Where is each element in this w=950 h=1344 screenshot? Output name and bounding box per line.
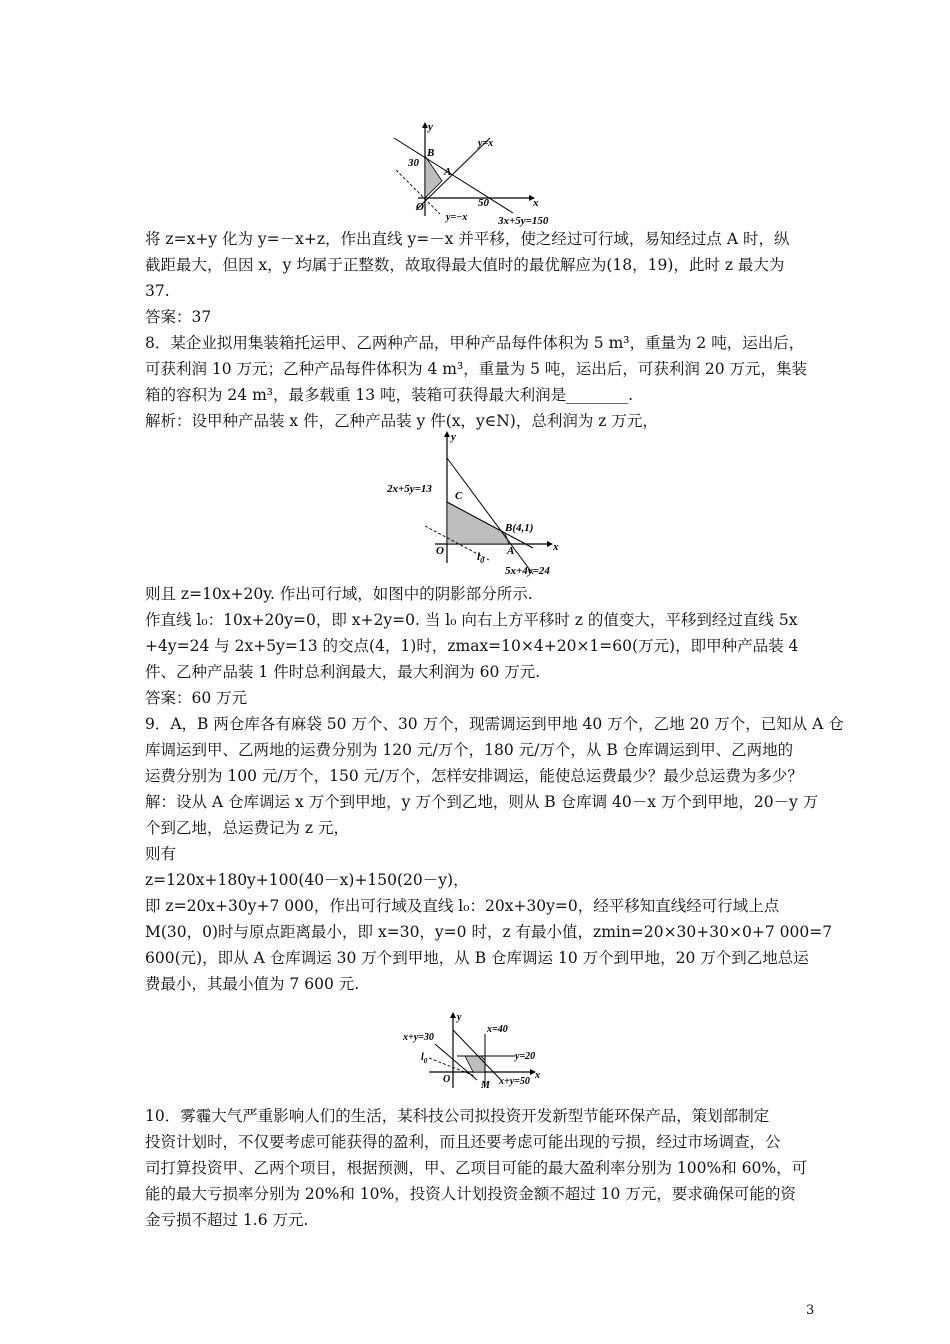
solution-line: z=120x+180y+100(40－x)+150(20－y)， xyxy=(145,871,469,889)
question-line: 箱的容积为 24 m³，最多载重 13 吨，装箱可获得最大利润是________. xyxy=(145,386,633,404)
question-line: 10．雾霾大气严重影响人们的生活，某科技公司拟投资开发新型节能环保产品，策划部制定 xyxy=(145,1107,770,1125)
svg-text:C: C xyxy=(455,490,463,502)
solution-line: +4y=24 与 2x+5y=13 的交点(4，1)时，zmax=10×4+20×1=60(万元)，即甲种产品装 4 xyxy=(145,637,799,655)
svg-text:B: B xyxy=(427,147,435,159)
solution-line: 则且 z=10x+20y. 作出可行域，如图中的阴影部分所示. xyxy=(145,585,533,603)
svg-text:y=x: y=x xyxy=(478,138,494,149)
question-line: 投资计划时，不仅要考虑可能获得的盈利，而且还要考虑可能出现的亏损，经过市场调查，公 xyxy=(145,1133,781,1151)
feasible-region xyxy=(425,156,442,198)
svg-text:2x+5y=13: 2x+5y=13 xyxy=(387,483,432,495)
svg-text:l0: $l_0$ xyxy=(421,1052,428,1065)
svg-text:O: O xyxy=(416,201,424,213)
svg-text:3x+5y=150: 3x+5y=150 xyxy=(498,215,549,227)
solution-line: 600(元)，即从 A 仓库调运 30 万个到甲地，从 B 仓库调运 10 万个到甲地，20 万个到乙地总运 xyxy=(145,949,809,967)
svg-text:A: A xyxy=(507,545,515,557)
question-line: 可获利润 10 万元；乙种产品每件体积为 4 m³，重量为 5 吨，运出后，可获利润 20 万元，集装 xyxy=(145,360,807,378)
solution-line: 个到乙地，总运费记为 z 元， xyxy=(145,819,350,837)
question-line: 能的最大亏损率分别为 20%和 10%，投资人计划投资金额不超过 10 万元，要求确保可能的资 xyxy=(145,1185,796,1203)
svg-text:y=20: y=20 xyxy=(515,1051,536,1062)
question-line: 8．某企业拟用集装箱托运甲、乙两种产品，甲种产品每件体积为 5 m³，重量为 2 吨，运出后， xyxy=(145,334,805,352)
figure-3 xyxy=(395,1010,555,1100)
question-line: 金亏损不超过 1.6 万元. xyxy=(145,1211,309,1229)
text-line: 截距最大，但因 x，y 均属于正整数，故取得最大值时的最优解应为(18，19)，此时 z 最大为 xyxy=(145,256,785,274)
feasible-region xyxy=(447,502,509,544)
svg-text:x: x xyxy=(535,1070,540,1081)
svg-text:y: y xyxy=(457,1012,462,1023)
answer-line: 答案：60 万元 xyxy=(145,689,248,707)
solution-line: 即 z=20x+30y+7 000，作出可行域及直线 l₀：20x+30y=0，经平移知直线经可行域上点 xyxy=(145,897,780,915)
svg-text:M: M xyxy=(481,1080,490,1091)
solution-line: 件、乙种产品装 1 件时总利润最大，最大利润为 60 万元. xyxy=(145,663,541,681)
solution-line: M(30，0)时与原点距离最小，即 x=30，y=0 时，z 有最小值，zmin=20×30+30×0+7 000=7 xyxy=(145,923,833,941)
svg-text:5x+4y=24: 5x+4y=24 xyxy=(505,565,550,577)
svg-text:O: O xyxy=(436,545,444,557)
svg-text:x: x xyxy=(553,541,559,553)
svg-text:y: y xyxy=(451,431,456,443)
question-line: 司打算投资甲、乙两个项目，根据预测，甲、乙项目可能的最大盈利率分别为 100%和 60%，可 xyxy=(145,1159,808,1177)
page-number: 3 xyxy=(806,1303,815,1318)
solution-line: 解析：设甲种产品装 x 件，乙种产品装 y 件(x，y∈N)，总利润为 z 万元， xyxy=(145,412,658,430)
svg-text:O: O xyxy=(443,1074,451,1085)
figure-2 xyxy=(385,428,575,580)
svg-text:A: A xyxy=(444,166,452,178)
svg-text:y=−x: y=−x xyxy=(446,212,468,223)
solution-line: 则有 xyxy=(145,845,177,863)
constraint-line xyxy=(394,138,513,213)
figure-1 xyxy=(380,118,580,228)
svg-text:B(4,1): B(4,1) xyxy=(505,522,534,534)
svg-text:x+y=30: x+y=30 xyxy=(403,1032,434,1043)
text-line: 37. xyxy=(145,282,170,300)
svg-text:30: 30 xyxy=(408,157,419,169)
question-line: 运费分别为 100 元/万个，150 元/万个，怎样安排调运，能使总运费最少？最少总运费为多少？ xyxy=(145,767,803,785)
solution-line: 作直线 l₀：10x+20y=0，即 x+2y=0. 当 l₀ 向右上方平移时 z 的值变大，平移到经过直线 5x xyxy=(145,611,798,629)
question-line: 9．A，B 两仓库各有麻袋 50 万个、30 万个，现需调运到甲地 40 万个，乙地 20 万个，已知从 A 仓 xyxy=(145,715,844,733)
svg-text:x+y=50: x+y=50 xyxy=(499,1076,530,1087)
question-line: 库调运到甲、乙两地的运费分别为 120 元/万个，180 元/万个，从 B 仓库调运到甲、乙两地的 xyxy=(145,741,794,759)
svg-text:x: x xyxy=(533,197,539,209)
answer-line: 答案：37 xyxy=(145,308,212,326)
solution-line: 解：设从 A 仓库调运 x 万个到甲地，y 万个到乙地，则从 B 仓库调 40－x 万个到甲地，20－y 万 xyxy=(145,793,819,811)
svg-text:y: y xyxy=(428,121,433,133)
svg-text:l0: $l_0$ xyxy=(477,551,485,565)
feasible-region xyxy=(465,1056,485,1072)
solution-line: 费最小，其最小值为 7 600 元. xyxy=(145,975,360,993)
svg-text:50: 50 xyxy=(478,197,489,209)
text-line: 将 z=x+y 化为 y=－x+z，作出直线 y=－x 并平移，使之经过可行域，易知经过点 A 时，纵 xyxy=(145,230,790,248)
svg-text:x=40: x=40 xyxy=(487,1024,508,1035)
